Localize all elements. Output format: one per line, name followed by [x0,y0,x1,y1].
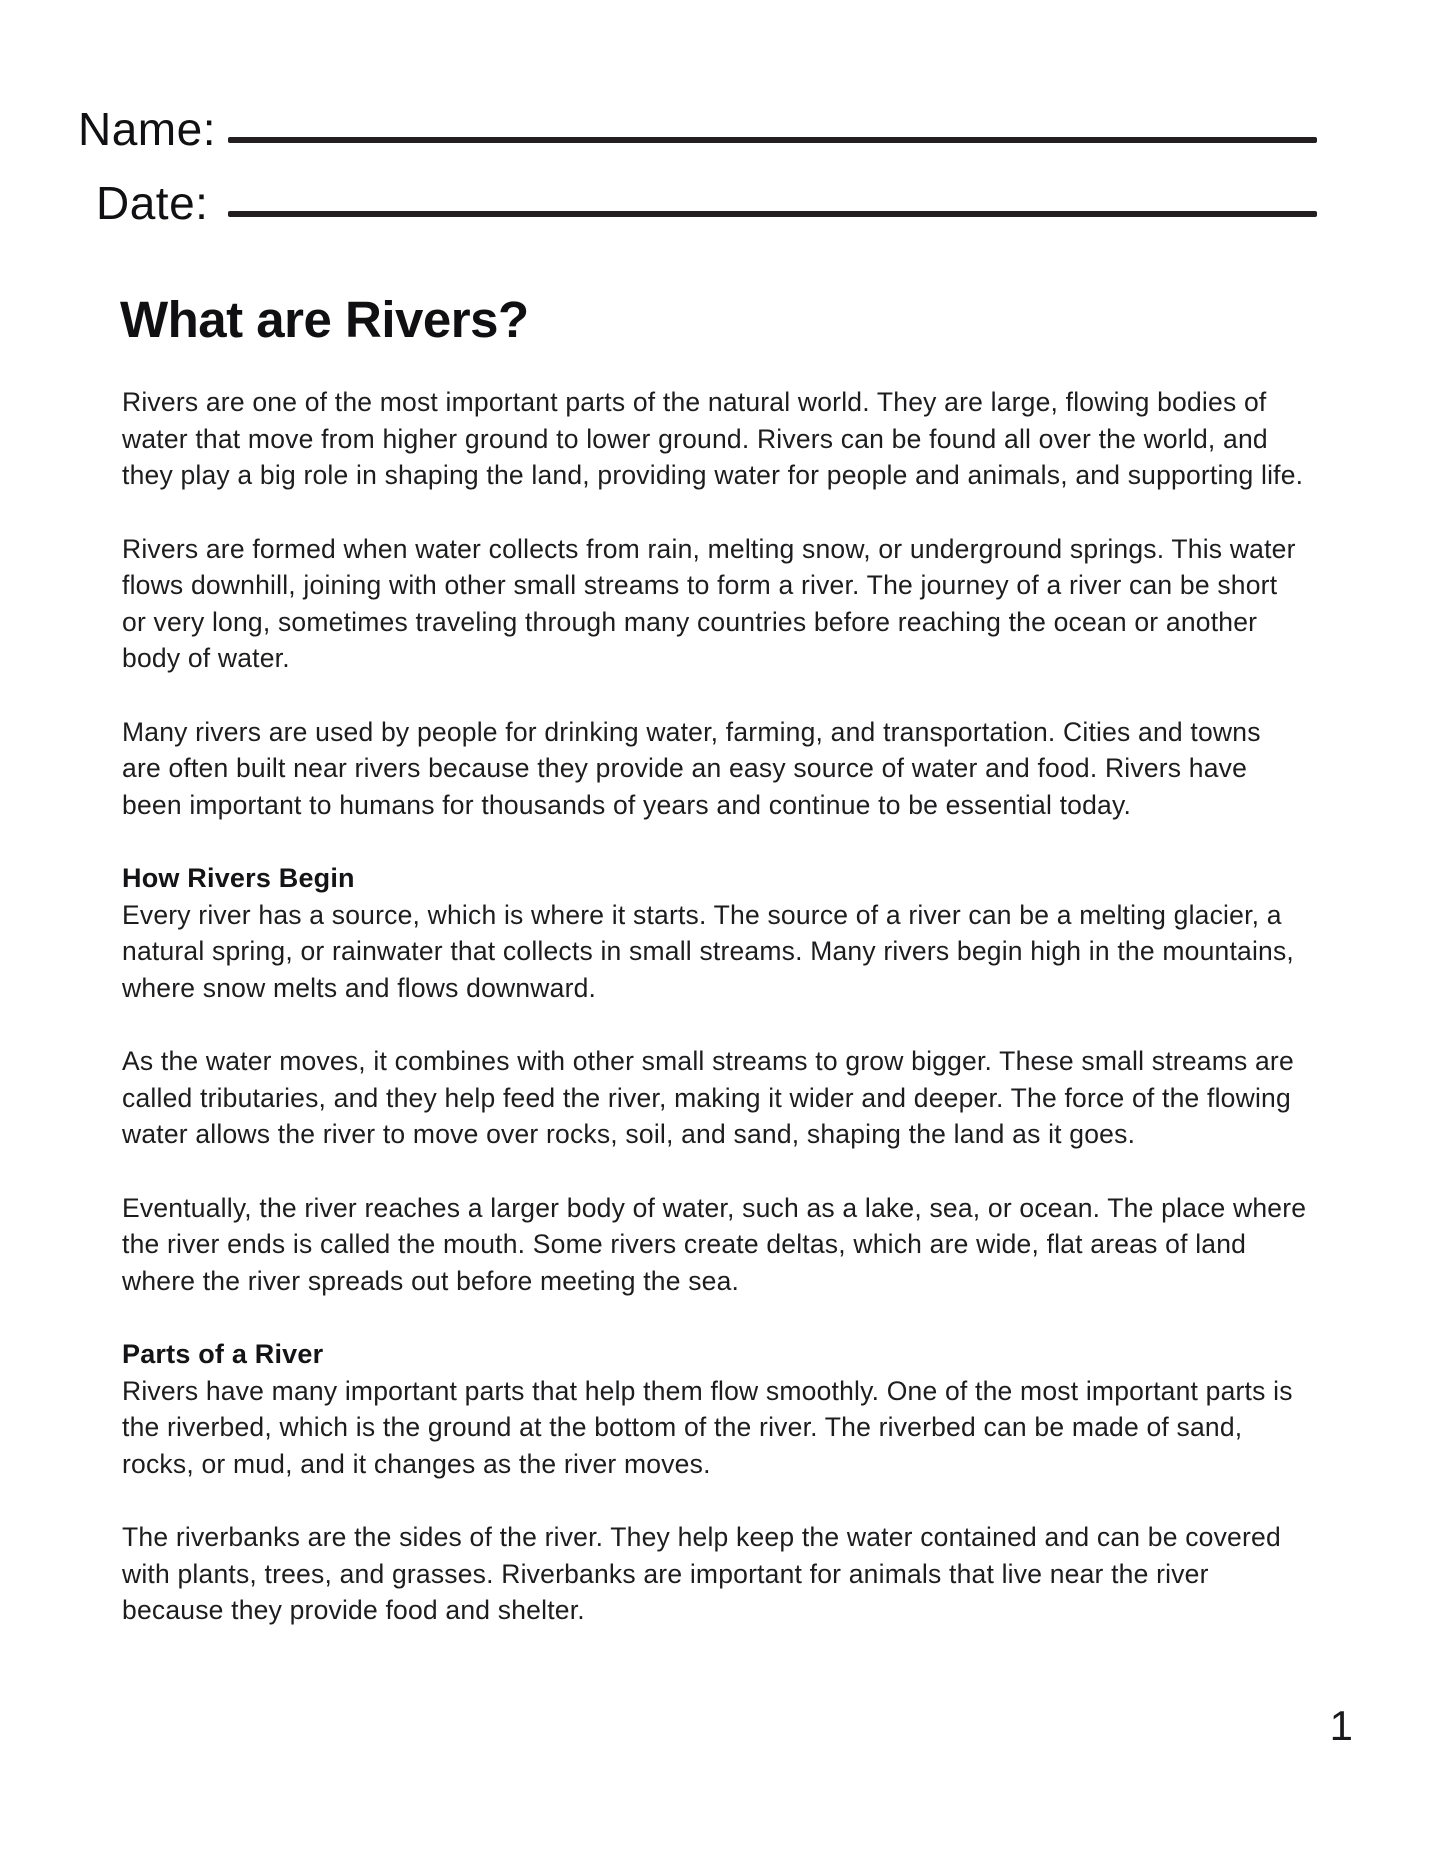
name-field-label: Name: [78,103,216,155]
section-paragraph: The riverbanks are the sides of the river. They help keep the water contained and can be covered with plants, trees, and grasses. Riverbanks are important for animals that live near the river because they provide food and shelter. [122,1522,1281,1625]
date-field-label: Date: [96,177,209,229]
intro-paragraph: Many rivers are used by people for drinking water, farming, and transportation. Cities and towns are often built near rivers because they provide an easy source of water and food. Rivers have been important to humans for thousands of years and continue to be essential today. [122,716,1261,820]
page-number: 1 [1329,1702,1353,1749]
date-write-line [228,211,1317,217]
name-write-line [228,137,1317,143]
section-heading-parts-of-a-river: Parts of a River [122,1339,324,1369]
section-heading-how-rivers-begin: How Rivers Begin [122,863,355,893]
section-paragraph: Every river has a source, which is where it starts. The source of a river can be a melting glacier, a natural spring, or rainwater that collects in small streams. Many rivers begin high in the mountains, where snow melts and flows downward. [122,899,1294,1003]
section-paragraph: Rivers have many important parts that help them flow smoothly. One of the most important parts is the riverbed, which is the ground at the bottom of the river. The riverbed can be made of sand, rocks, or mud, and it changes as the river moves. [122,1375,1293,1479]
section-paragraph: As the water moves, it combines with other small streams to grow bigger. These small streams are called tributaries, and they help feed the river, making it wider and deeper. The force of the flowing water allows the river to move over rocks, soil, and sand, shaping the land as it goes. [122,1046,1294,1149]
section-paragraph: Eventually, the river reaches a larger body of water, such as a lake, sea, or ocean. The place where the river ends is called the mouth. Some rivers create deltas, which are wide, flat areas of land where the river spreads out before meeting the sea. [122,1192,1307,1296]
intro-paragraph: Rivers are formed when water collects from rain, melting snow, or underground springs. This water flows downhill, joining with other small streams to form a river. The journey of a river can be short or very long, sometimes traveling through many countries before reaching the ocean or another body of water. [122,533,1296,673]
article-body [122,384,1307,1666]
page-title: What are Rivers? [120,291,529,348]
intro-paragraph: Rivers are one of the most important parts of the natural world. They are large, flowing bodies of water that move from higher ground to lower ground. Rivers can be found all over the world, and they play a big role in shaping the land, providing water for people and animals, and supporting life. [122,387,1304,490]
